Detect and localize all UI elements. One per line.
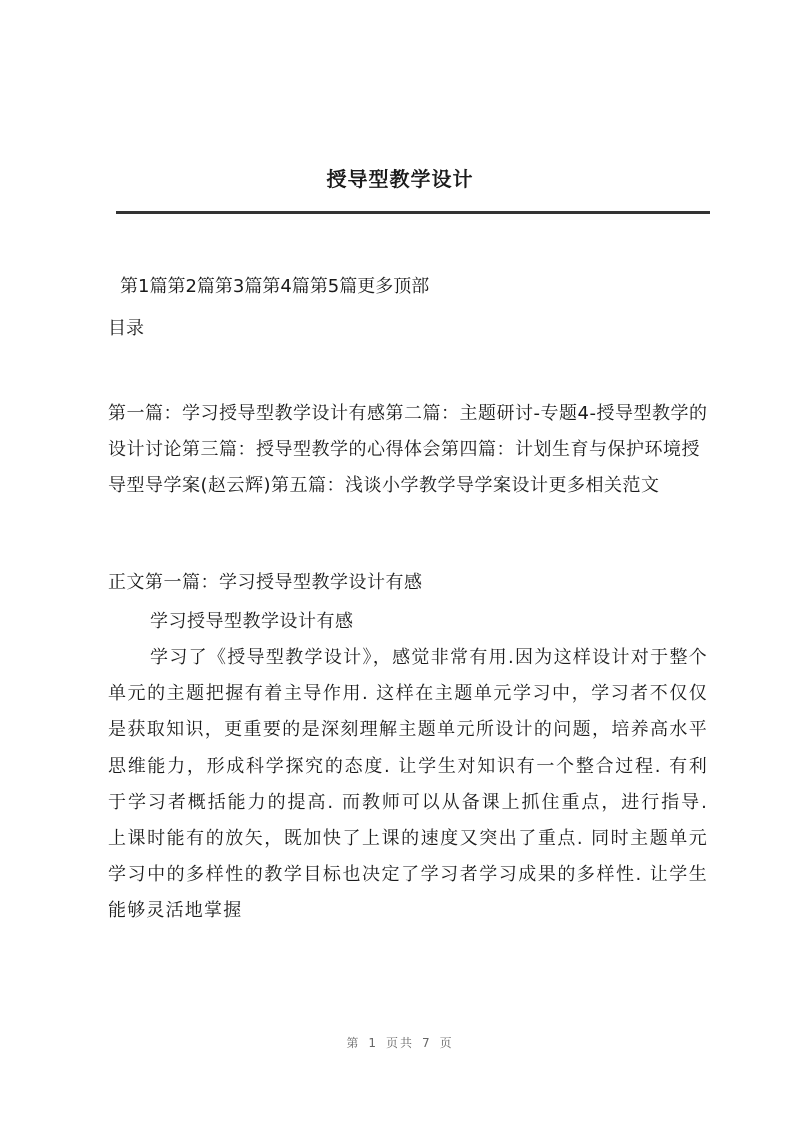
nav-link-more[interactable]: 更多 <box>357 276 394 297</box>
footer-prefix: 第 <box>346 1036 361 1050</box>
title-divider <box>116 211 710 214</box>
chapter-nav <box>120 272 429 302</box>
nav-link-chapter-2[interactable]: 第2篇 <box>167 276 215 297</box>
nav-link-chapter-4[interactable]: 第4篇 <box>262 276 310 297</box>
page-footer <box>0 1034 800 1051</box>
footer-total-pages: 7 <box>422 1036 432 1050</box>
document-title: 授导型教学设计 <box>326 167 474 191</box>
nav-link-chapter-3[interactable]: 第3篇 <box>214 276 263 297</box>
nav-link-chapter-5[interactable]: 第5篇 <box>309 276 358 297</box>
article-title: 学习授导型教学设计有感 <box>150 611 354 632</box>
section-heading: 正文第一篇：学习授导型教学设计有感 <box>108 572 423 593</box>
body-paragraph: 学习了《授导型教学设计》，感觉非常有用.因为这样设计对于整个单元的主题把握有着主导作用. 这样在主题单元学习中，学习者不仅仅是获取知识，更重要的是深刻理解主题单元所设计的问题，培养高水平思维能力，形成科学探究的态度. 让学生对知识有一个整合过程. 有利于学习者概括能力的提高. 而教师可以从备课上抓住重点，进行指导. 上课时能有的放矢，既加快了上课的速度又突出了重点. 同时主题单元学习中的多样性的教学目标也决定了学习者学习成果的多样性. 让学生能够灵活地掌握 <box>108 647 708 922</box>
toc-label: 目录 <box>108 318 144 339</box>
nav-link-top[interactable]: 顶部 <box>393 276 430 297</box>
toc-list: 第一篇：学习授导型教学设计有感第二篇：主题研讨-专题4-授导型教学的设计讨论第三篇：授导型教学的心得体会第四篇：计划生育与保护环境授导型导学案(赵云辉)第五篇：浅谈小学教学导学案设计更多相关范文 <box>108 403 708 497</box>
footer-middle: 页共 <box>385 1036 414 1050</box>
footer-page-number: 1 <box>368 1036 378 1050</box>
nav-link-chapter-1[interactable]: 第1篇 <box>120 276 168 297</box>
footer-suffix: 页 <box>439 1036 454 1050</box>
